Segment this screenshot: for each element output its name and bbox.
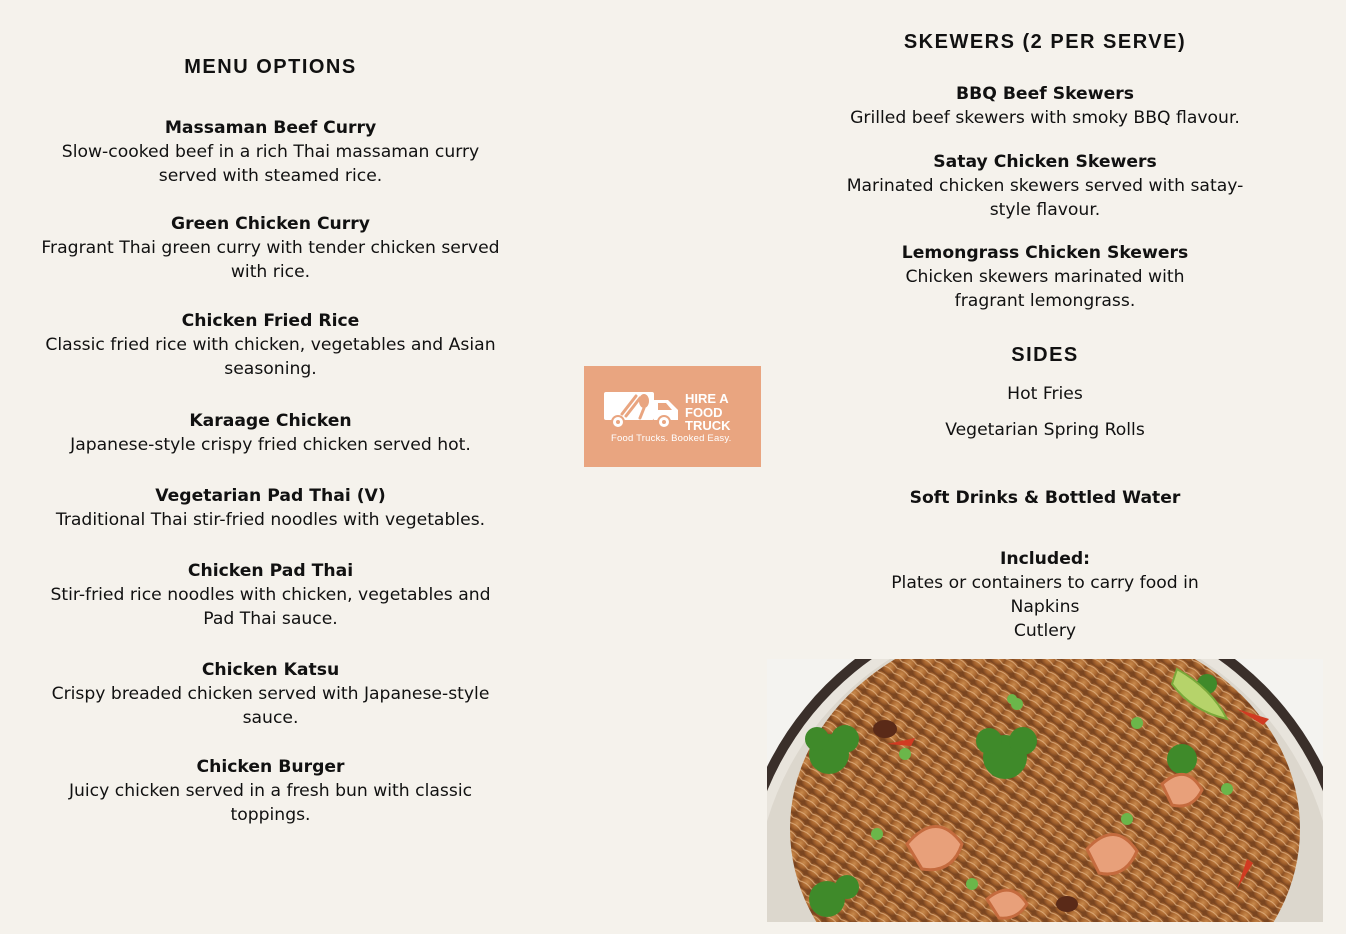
included-label: Included:	[999, 549, 1091, 569]
menu-item	[40, 658, 501, 730]
included-item: Cutlery	[1013, 621, 1077, 641]
pad-thai-photo	[767, 659, 1323, 922]
menu-item-description: Traditional Thai stir-fried noodles with vegetables.	[55, 510, 486, 530]
skewer-item-title: BBQ Beef Skewers	[956, 84, 1134, 104]
skewer-item	[800, 150, 1290, 222]
menu-item	[40, 212, 501, 284]
included-item: Plates or containers to carry food in	[891, 573, 1199, 593]
logo-name: HIRE A FOOD TRUCK	[685, 391, 731, 433]
menu-item	[40, 309, 501, 381]
menu-item-title: Green Chicken Curry	[171, 214, 370, 234]
skewer-item-description: Marinated chicken skewers served with satay-style flavour.	[846, 176, 1244, 220]
skewer-item	[800, 82, 1290, 130]
skewer-item-title: Satay Chicken Skewers	[933, 152, 1157, 172]
menu-item	[40, 755, 501, 827]
menu-item	[40, 116, 501, 188]
menu-item-title: Chicken Katsu	[201, 660, 340, 680]
side-item: Hot Fries	[1007, 384, 1083, 404]
drinks-label: Soft Drinks & Bottled Water	[909, 488, 1181, 508]
menu-item-title: Chicken Burger	[196, 757, 345, 777]
menu-item-description: Juicy chicken served in a fresh bun with classic toppings.	[68, 781, 473, 825]
skewer-item-description: Grilled beef skewers with smoky BBQ flavour.	[850, 108, 1240, 128]
sides-heading: SIDES	[1011, 344, 1079, 366]
logo-tagline: Food Trucks. Booked Easy.	[611, 433, 732, 444]
skewer-item	[800, 241, 1290, 313]
menu-item-description: Slow-cooked beef in a rich Thai massaman curry served with steamed rice.	[61, 142, 480, 186]
menu-item-description: Japanese-style crispy fried chicken served hot.	[70, 435, 471, 455]
menu-options-heading: MENU OPTIONS	[184, 56, 357, 78]
menu-item-title: Vegetarian Pad Thai (V)	[155, 486, 386, 506]
menu-item	[40, 409, 501, 457]
hire-a-food-truck-logo	[584, 366, 761, 467]
skewers-heading: SKEWERS (2 PER SERVE)	[903, 31, 1187, 53]
menu-item-description: Stir-fried rice noodles with chicken, vegetables and Pad Thai sauce.	[50, 585, 491, 629]
menu-item-title: Chicken Fried Rice	[181, 311, 360, 331]
menu-item-title: Karaage Chicken	[189, 411, 352, 431]
pad-thai-illustration	[767, 659, 1323, 922]
menu-item-description: Fragrant Thai green curry with tender chicken served with rice.	[41, 238, 500, 282]
menu-item-title: Chicken Pad Thai	[187, 561, 354, 581]
skewer-item-description: Chicken skewers marinated with fragrant lemongrass.	[905, 267, 1185, 311]
side-item: Vegetarian Spring Rolls	[945, 420, 1145, 440]
menu-item-description: Crispy breaded chicken served with Japanese-style sauce.	[51, 684, 490, 728]
menu-item-title: Massaman Beef Curry	[164, 118, 377, 138]
menu-item	[40, 559, 501, 631]
menu-item-description: Classic fried rice with chicken, vegetables and Asian seasoning.	[45, 335, 496, 379]
skewer-item-title: Lemongrass Chicken Skewers	[901, 243, 1189, 263]
included-item: Napkins	[1010, 597, 1080, 617]
menu-item	[40, 484, 501, 532]
food-truck-icon	[602, 388, 684, 430]
